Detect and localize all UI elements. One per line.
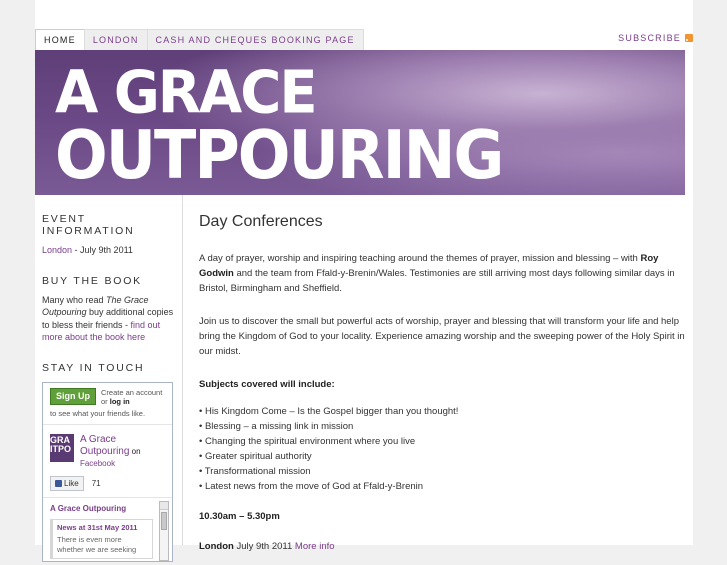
intro-bold-name: Roy Godwin	[199, 253, 659, 279]
fb-signup-button[interactable]: Sign Up	[50, 388, 96, 405]
nav-london[interactable]: LONDON	[84, 29, 148, 50]
list-item: • Greater spiritual authority	[199, 451, 312, 462]
more-info-link[interactable]: More info	[294, 541, 335, 552]
banner-title-line1: A GRACE	[55, 58, 316, 127]
list-item: • His Kingdom Come – Is the Gospel bigger than you thought!	[199, 406, 459, 417]
fb-page-info	[80, 434, 165, 470]
fb-like-row	[43, 470, 172, 497]
join-paragraph: Join us to discover the small but powerful acts of worship, prayer and blessing that will transform your life and help bring the Kingdom of God to your locality. Experience amazing worship and the sweeping power of the Holy Spirit in our midst.	[199, 316, 685, 357]
fb-like-count: 71	[91, 478, 101, 488]
event-date: - July 9th 2011	[72, 245, 133, 255]
subscribe-link[interactable]	[618, 33, 693, 43]
fb-page-thumbnail[interactable]: GRA ITPO	[50, 434, 74, 462]
intro-paragraph	[199, 251, 685, 296]
intro-text-b: and the team from Ffald-y-Brenin/Wales. Testimonies are still arriving most days following similar days in Bristol, Birmingham and Sheffield.	[199, 268, 675, 294]
fb-login-link[interactable]: log in	[109, 396, 130, 406]
fb-post-title[interactable]: News at 31st May 2011	[57, 522, 138, 532]
fb-on-text: on	[129, 446, 141, 456]
book-title: The Grace Outpouring	[42, 294, 149, 317]
banner-title-line2: OUTPOURING	[55, 115, 503, 195]
book-text-2: buy additional copies to bless their friends -	[42, 307, 174, 330]
fb-signup-text	[101, 388, 167, 406]
scroll-up-arrow-icon[interactable]	[160, 502, 168, 510]
fb-post-body: There is even more whether we are seeking	[57, 534, 137, 554]
event-time: 10.30am – 5.30pm	[199, 511, 280, 522]
main-content	[199, 195, 685, 554]
fb-like-label: Like	[64, 478, 79, 488]
page-title: Day Conferences	[199, 213, 323, 230]
fb-feed-title[interactable]: A Grace Outpouring	[50, 503, 127, 513]
thumbs-up-icon	[55, 480, 62, 487]
fb-signup-text-2: to see what your friends like.	[50, 408, 146, 418]
fb-feed[interactable]	[43, 497, 172, 565]
book-text-1: Many who read	[42, 294, 107, 305]
fb-page-row	[43, 424, 172, 470]
subjects-list	[199, 404, 685, 494]
fb-feed-scrollbar[interactable]	[159, 501, 169, 561]
list-item: • Transformational mission	[199, 466, 311, 477]
list-item: • Latest news from the move of God at Ffald-y-Brenin	[199, 481, 424, 492]
book-more-link[interactable]: find out more about the book here	[42, 319, 161, 342]
top-nav	[35, 29, 363, 50]
rss-icon[interactable]	[685, 34, 693, 42]
sidebar	[35, 195, 183, 554]
list-item: • Blessing – a missing link in mission	[199, 421, 354, 432]
intro-text-a: A day of prayer, worship and inspiring teaching around the themes of prayer, mission and blessing – with	[199, 253, 641, 264]
fb-like-button[interactable]	[50, 476, 84, 491]
subjects-heading: Subjects covered will include:	[199, 379, 335, 390]
london-event-line	[199, 539, 685, 554]
fb-signup-text-1: Create an account or	[101, 387, 163, 406]
event-london-link[interactable]: London	[42, 245, 73, 255]
nav-home[interactable]: HOME	[35, 29, 85, 50]
fb-page-link[interactable]: A Grace Outpouring	[79, 433, 130, 457]
facebook-widget	[42, 382, 173, 562]
scroll-thumb[interactable]	[161, 512, 167, 530]
buy-book-text	[42, 294, 182, 344]
nav-booking[interactable]: CASH AND CHEQUES BOOKING PAGE	[147, 29, 364, 50]
stay-in-touch-heading: STAY IN TOUCH	[42, 361, 145, 374]
event-info-text	[42, 244, 182, 257]
london-label: London	[199, 541, 234, 552]
buy-book-heading: BUY THE BOOK	[42, 274, 142, 287]
fb-feed-post	[50, 519, 153, 559]
fb-signup-row	[43, 383, 172, 409]
london-date: July 9th 2011	[233, 541, 295, 552]
subscribe-label[interactable]: SUBSCRIBE	[618, 33, 681, 43]
page	[35, 0, 693, 554]
header-banner[interactable]	[35, 50, 685, 195]
list-item: • Changing the spiritual environment where you live	[199, 436, 416, 447]
fb-facebook-link[interactable]: Facebook	[79, 458, 116, 468]
event-info-heading: EVENT INFORMATION	[42, 213, 135, 237]
